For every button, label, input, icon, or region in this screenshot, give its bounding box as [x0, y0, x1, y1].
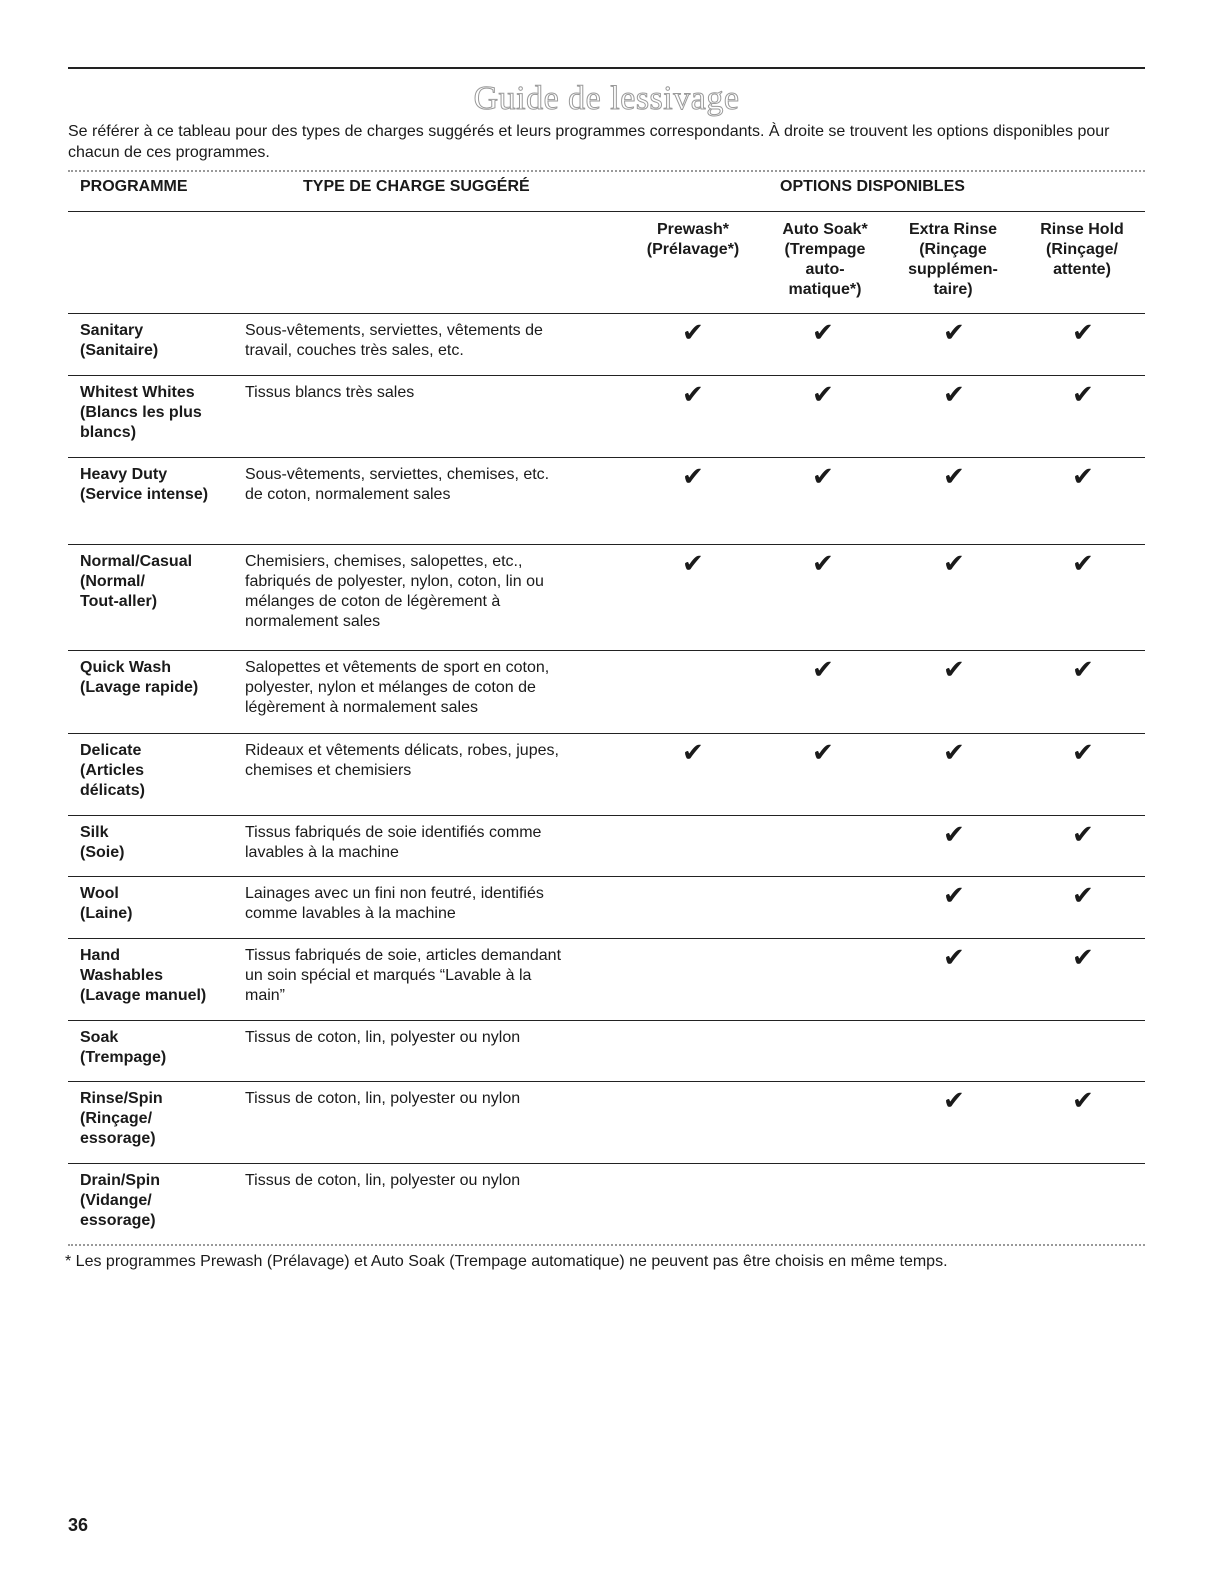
load-description — [245, 1089, 625, 1109]
program-name-line: Delicate — [80, 742, 142, 759]
checkmark-icon: ✔ — [1072, 380, 1094, 410]
table-row — [68, 1020, 1145, 1082]
option-header-rinse-hold: Rinse Hold (Rinçage/ attente) — [1040, 221, 1124, 278]
checkmark-icon: ✔ — [682, 738, 704, 768]
checkmark-icon: ✔ — [682, 318, 704, 348]
table-row — [68, 733, 1145, 816]
checkmark-icon: ✔ — [1072, 318, 1094, 348]
program-name-line: Drain/Spin — [80, 1172, 161, 1189]
load-description-line: Tissus fabriqués de soie identifiés comme — [245, 824, 542, 841]
checkmark-icon: ✔ — [943, 318, 965, 348]
load-description — [245, 321, 625, 361]
load-description-line: un soin spécial et marqués “Lavable à la — [245, 967, 532, 984]
load-description-line: Tissus de coton, lin, polyester ou nylon — [245, 1172, 521, 1189]
table-row — [68, 457, 1145, 545]
program-name-line: (Sanitaire) — [80, 342, 159, 359]
checkmark-icon: ✔ — [943, 881, 965, 911]
checkmark-icon: ✔ — [1072, 943, 1094, 973]
program-name-line: (Rinçage/ — [80, 1110, 153, 1127]
table-row — [68, 313, 1145, 376]
dotted-rule-top — [68, 170, 1145, 172]
option-header-auto-soak: Auto Soak* (Trempage auto- matique*) — [782, 221, 868, 298]
program-name-line: Hand — [80, 947, 120, 964]
program-name-line: Heavy Duty — [80, 466, 168, 483]
program-name — [80, 1089, 230, 1149]
load-description — [245, 884, 625, 924]
table-row — [68, 876, 1145, 939]
load-description-line: lavables à la machine — [245, 844, 399, 861]
load-description-line: main” — [245, 987, 286, 1004]
program-name-line: (Lavage manuel) — [80, 987, 207, 1004]
top-rule — [68, 67, 1145, 69]
program-name — [80, 465, 230, 505]
checkmark-icon: ✔ — [812, 655, 834, 685]
load-description-line: Sous-vêtements, serviettes, vêtements de — [245, 322, 543, 339]
header-load-type: TYPE DE CHARGE SUGGÉRÉ — [303, 178, 530, 195]
program-name — [80, 884, 230, 924]
load-description — [245, 946, 625, 1006]
load-description — [245, 1171, 625, 1191]
program-name-line: Wool — [80, 885, 119, 902]
load-description-line: Sous-vêtements, serviettes, chemises, etc. — [245, 466, 550, 483]
header-rule — [68, 211, 1145, 212]
program-name — [80, 1028, 230, 1068]
load-description-line: fabriqués de polyester, nylon, coton, lin ou — [245, 573, 544, 590]
load-description-line: comme lavables à la machine — [245, 905, 456, 922]
program-name-line: (Normal/ — [80, 573, 145, 590]
program-name-line: (Service intense) — [80, 486, 209, 503]
program-name — [80, 552, 230, 612]
checkmark-icon: ✔ — [1072, 881, 1094, 911]
checkmark-icon: ✔ — [682, 380, 704, 410]
load-description-line: Tissus blancs très sales — [245, 384, 415, 401]
program-name-line: (Soie) — [80, 844, 125, 861]
checkmark-icon: ✔ — [943, 738, 965, 768]
option-header-extra-rinse: Extra Rinse (Rinçage supplémen- taire) — [908, 221, 998, 298]
load-description-line: Chemisiers, chemises, salopettes, etc., — [245, 553, 523, 570]
option-header-prewash: Prewash* (Prélavage*) — [646, 221, 740, 258]
program-name-line: Tout-aller) — [80, 593, 158, 610]
load-description-line: Salopettes et vêtements de sport en coton, — [245, 659, 550, 676]
page-title: Guide de lessivage — [473, 80, 740, 117]
checkmark-icon: ✔ — [682, 549, 704, 579]
program-name-line: (Trempage) — [80, 1049, 167, 1066]
load-description — [245, 741, 625, 781]
footnote: * Les programmes Prewash (Prélavage) et Auto Soak (Trempage automatique) ne peuvent pas être choisis en même temps. — [65, 1253, 948, 1270]
load-description-line: chemises et chemisiers — [245, 762, 412, 779]
program-name-line: Whitest Whites — [80, 384, 195, 401]
program-name-line: essorage) — [80, 1130, 156, 1147]
checkmark-icon: ✔ — [682, 462, 704, 492]
load-description — [245, 658, 625, 718]
checkmark-icon: ✔ — [812, 738, 834, 768]
program-name-line: Normal/Casual — [80, 553, 193, 570]
header-programme: PROGRAMME — [80, 178, 188, 195]
program-name-line: (Vidange/ — [80, 1192, 152, 1209]
program-name-line: (Laine) — [80, 905, 133, 922]
checkmark-icon: ✔ — [943, 943, 965, 973]
load-description — [245, 383, 625, 403]
load-description-line: Rideaux et vêtements délicats, robes, jupes, — [245, 742, 559, 759]
program-name-line: (Blancs les plus — [80, 404, 202, 421]
table-row — [68, 544, 1145, 651]
dotted-rule-bottom — [68, 1244, 1145, 1246]
program-name-line: essorage) — [80, 1212, 156, 1229]
load-description — [245, 552, 625, 632]
program-name — [80, 321, 230, 361]
checkmark-icon: ✔ — [943, 380, 965, 410]
checkmark-icon: ✔ — [1072, 738, 1094, 768]
load-description-line: polyester, nylon et mélanges de coton de — [245, 679, 536, 696]
checkmark-icon: ✔ — [812, 380, 834, 410]
page-number: 36 — [68, 1515, 89, 1535]
intro-text: Se référer à ce tableau pour des types de charges suggérés et leurs programmes correspondants. À droite se trouvent les options disponibles pour chacun de ces programmes. — [68, 123, 1110, 161]
checkmark-icon: ✔ — [1072, 655, 1094, 685]
checkmark-icon: ✔ — [943, 820, 965, 850]
checkmark-icon: ✔ — [1072, 1086, 1094, 1116]
table-row — [68, 938, 1145, 1021]
program-name — [80, 741, 230, 801]
checkmark-icon: ✔ — [943, 655, 965, 685]
load-description — [245, 823, 625, 863]
program-name-line: Rinse/Spin — [80, 1090, 163, 1107]
checkmark-icon: ✔ — [943, 1086, 965, 1116]
program-name — [80, 658, 230, 698]
load-description-line: de coton, normalement sales — [245, 486, 451, 503]
table-row — [68, 815, 1145, 877]
table-row — [68, 650, 1145, 734]
checkmark-icon: ✔ — [812, 318, 834, 348]
program-name — [80, 946, 230, 1006]
load-description-line: Tissus fabriqués de soie, articles demandant — [245, 947, 562, 964]
table-row — [68, 375, 1145, 458]
header-options: OPTIONS DISPONIBLES — [780, 178, 965, 195]
program-name — [80, 1171, 230, 1231]
program-name-line: (Lavage rapide) — [80, 679, 199, 696]
load-description — [245, 465, 625, 505]
program-name — [80, 823, 230, 863]
load-description-line: Tissus de coton, lin, polyester ou nylon — [245, 1029, 521, 1046]
checkmark-icon: ✔ — [943, 462, 965, 492]
load-description-line: Tissus de coton, lin, polyester ou nylon — [245, 1090, 521, 1107]
program-name-line: Washables — [80, 967, 163, 984]
program-name — [80, 383, 230, 443]
program-name-line: Quick Wash — [80, 659, 171, 676]
program-name-line: (Articles — [80, 762, 145, 779]
program-name-line: Sanitary — [80, 322, 144, 339]
program-name-line: délicats) — [80, 782, 145, 799]
program-name-line: blancs) — [80, 424, 137, 441]
load-description — [245, 1028, 625, 1048]
load-description-line: travail, couches très sales, etc. — [245, 342, 464, 359]
checkmark-icon: ✔ — [1072, 549, 1094, 579]
load-description-line: mélanges de coton de légèrement à — [245, 593, 501, 610]
program-name-line: Silk — [80, 824, 109, 841]
load-description-line: Lainages avec un fini non feutré, identifiés — [245, 885, 544, 902]
checkmark-icon: ✔ — [812, 462, 834, 492]
checkmark-icon: ✔ — [1072, 820, 1094, 850]
program-name-line: Soak — [80, 1029, 119, 1046]
checkmark-icon: ✔ — [943, 549, 965, 579]
table-row — [68, 1081, 1145, 1164]
table-row — [68, 1163, 1145, 1244]
load-description-line: normalement sales — [245, 613, 381, 630]
checkmark-icon: ✔ — [1072, 462, 1094, 492]
load-description-line: légèrement à normalement sales — [245, 699, 479, 716]
checkmark-icon: ✔ — [812, 549, 834, 579]
